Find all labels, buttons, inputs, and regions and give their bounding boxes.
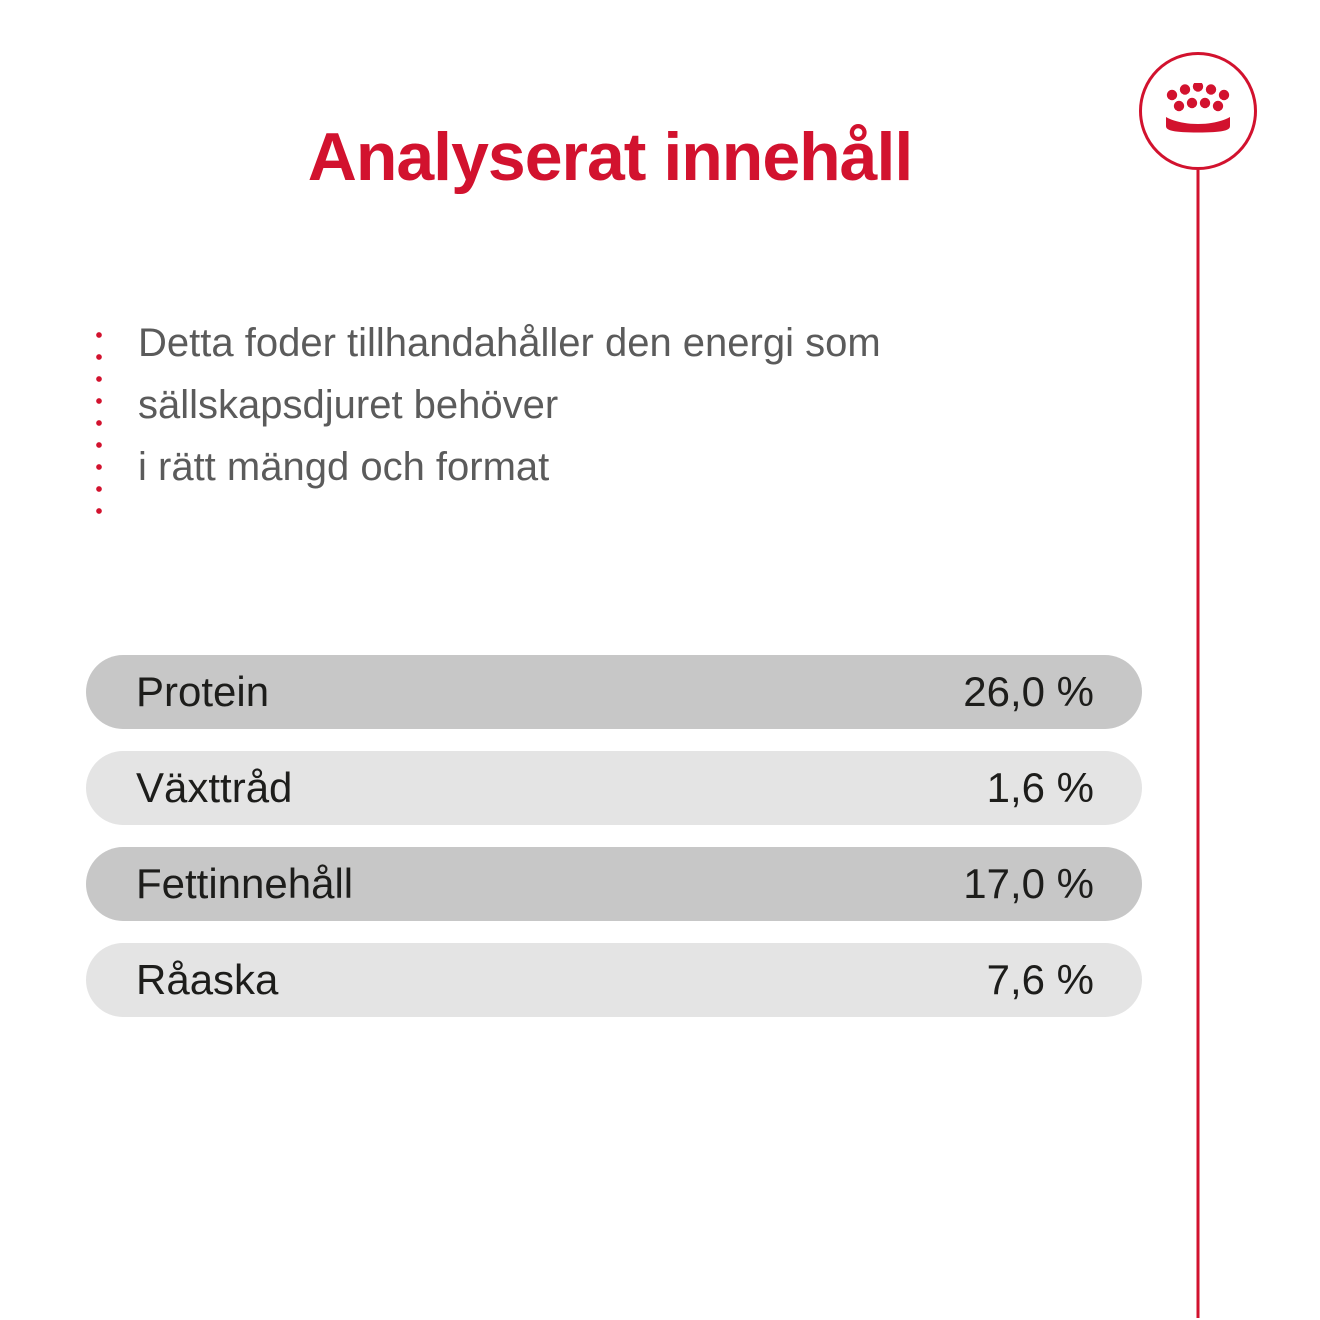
table-row (86, 943, 1142, 1017)
row-value: 1,6 % (986, 764, 1094, 811)
crown-icon (1161, 83, 1235, 140)
table-row (86, 751, 1142, 825)
intro-line-1: Detta foder tillhandahåller den energi som (138, 321, 881, 365)
row-label: Protein (136, 668, 270, 715)
intro-block (96, 312, 1056, 524)
row-label: Växttråd (136, 764, 293, 811)
row-label: Fettinnehåll (136, 860, 354, 907)
intro-text (138, 312, 881, 498)
page-title: Analyserat innehåll (307, 119, 913, 195)
table-row (86, 655, 1142, 729)
table-row (86, 847, 1142, 921)
row-value: 7,6 % (986, 956, 1094, 1003)
row-value: 17,0 % (963, 860, 1094, 907)
dotted-rule-decoration (96, 324, 102, 524)
intro-line-3: i rätt mängd och format (138, 445, 550, 489)
row-value: 26,0 % (963, 668, 1094, 715)
brand-vertical-line (1197, 170, 1200, 1318)
row-label: Råaska (136, 956, 279, 1003)
intro-line-2: sällskapsdjuret behöver (138, 383, 559, 427)
brand-circle (1139, 52, 1257, 170)
analysis-table (86, 655, 1142, 1039)
